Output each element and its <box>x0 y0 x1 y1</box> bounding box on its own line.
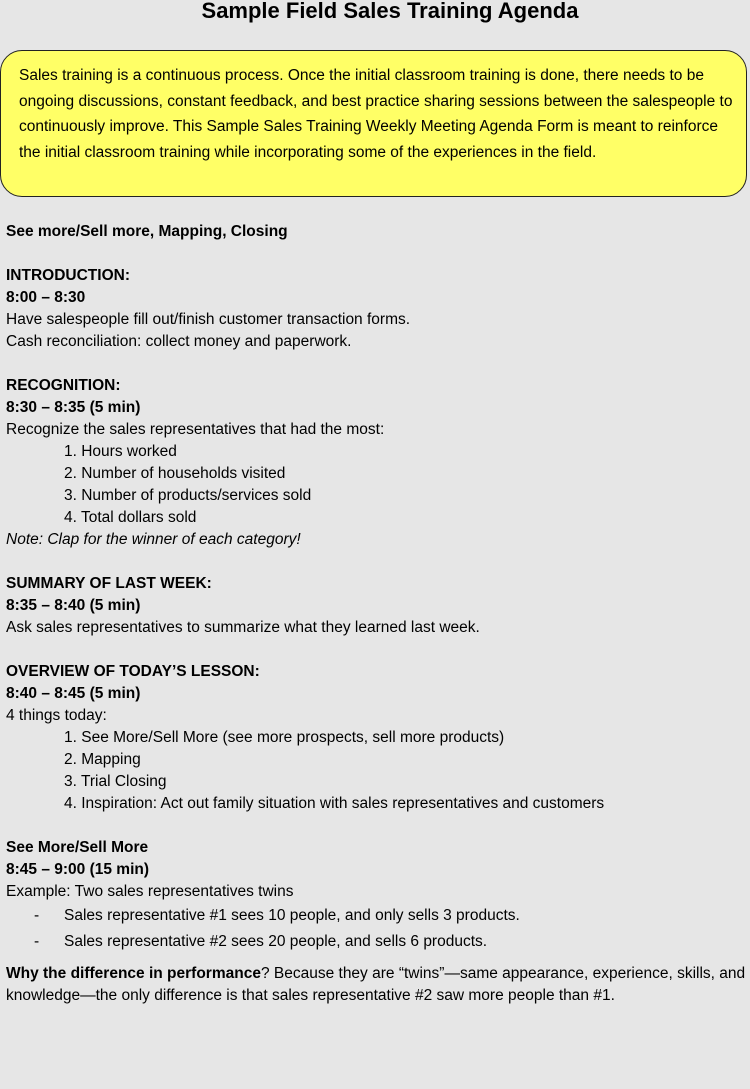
list-item-text: Sales representative #2 sees 20 people, and sells 6 products. <box>64 933 488 950</box>
summary-time: 8:35 – 8:40 (5 min) <box>6 597 141 614</box>
list-item: 3. Trial Closing <box>64 773 167 790</box>
overview-time: 8:40 – 8:45 (5 min) <box>6 685 141 702</box>
intro-text: Sales training is a continuous process. Once the initial classroom training is done, there needs to be ongoing discussions, constant feedback, and best practice sharing sessions between the salespeople to continuously improve. This Sample Sales Training Weekly Meeting Agenda Form is meant to reinforce the initial classroom training while incorporating some of the experiences in the field. <box>19 67 733 161</box>
dash-bullet: - <box>34 933 40 950</box>
recognition-time: 8:30 – 8:35 (5 min) <box>6 399 141 416</box>
summary-heading: SUMMARY OF LAST WEEK: <box>6 575 212 592</box>
introduction-line: Cash reconciliation: collect money and paperwork. <box>6 333 352 350</box>
list-item: 2. Number of households visited <box>64 465 286 482</box>
recognition-lead: Recognize the sales representatives that had the most: <box>6 421 385 438</box>
overview-heading: OVERVIEW OF TODAY’S LESSON: <box>6 663 260 680</box>
topics-line: See more/Sell more, Mapping, Closing <box>6 223 288 240</box>
overview-lead: 4 things today: <box>6 707 107 724</box>
spacer <box>6 639 750 661</box>
list-item: 4. Inspiration: Act out family situation with sales representatives and customers <box>64 795 605 812</box>
see-more-lead: Example: Two sales representatives twins <box>6 883 294 900</box>
list-item: 4. Total dollars sold <box>64 509 197 526</box>
list-item: 1. Hours worked <box>64 443 177 460</box>
spacer <box>6 551 750 573</box>
spacer <box>6 815 750 837</box>
list-item <box>6 903 750 929</box>
document-title: Sample Field Sales Training Agenda <box>201 0 579 23</box>
recognition-list <box>6 441 750 529</box>
summary-line: Ask sales representatives to summarize what they learned last week. <box>6 619 480 636</box>
why-bold-text: Why the difference in performance <box>6 965 261 982</box>
dash-bullet: - <box>34 907 40 924</box>
introduction-heading: INTRODUCTION: <box>6 267 130 284</box>
see-more-heading: See More/Sell More <box>6 839 149 856</box>
list-item: 3. Number of products/services sold <box>64 487 312 504</box>
list-item <box>6 929 750 955</box>
why-rest-text: ? Because they are “twins”—same appearance, experience, skills, and knowledge—the only difference is that sales representative #2 saw more people than #1. <box>6 965 746 1004</box>
list-item: 2. Mapping <box>64 751 141 768</box>
why-paragraph <box>6 963 750 1007</box>
overview-list <box>6 727 750 815</box>
agenda-body <box>6 221 750 1007</box>
recognition-heading: RECOGNITION: <box>6 377 121 394</box>
introduction-time: 8:00 – 8:30 <box>6 289 86 306</box>
see-more-time: 8:45 – 9:00 (15 min) <box>6 861 150 878</box>
list-item: 1. See More/Sell More (see more prospects, sell more products) <box>64 729 505 746</box>
spacer <box>6 243 750 265</box>
introduction-line: Have salespeople fill out/finish customer transaction forms. <box>6 311 411 328</box>
list-item-text: Sales representative #1 sees 10 people, and only sells 3 products. <box>64 907 520 924</box>
recognition-note: Note: Clap for the winner of each category! <box>6 531 301 548</box>
intro-callout <box>0 50 747 197</box>
spacer <box>6 353 750 375</box>
